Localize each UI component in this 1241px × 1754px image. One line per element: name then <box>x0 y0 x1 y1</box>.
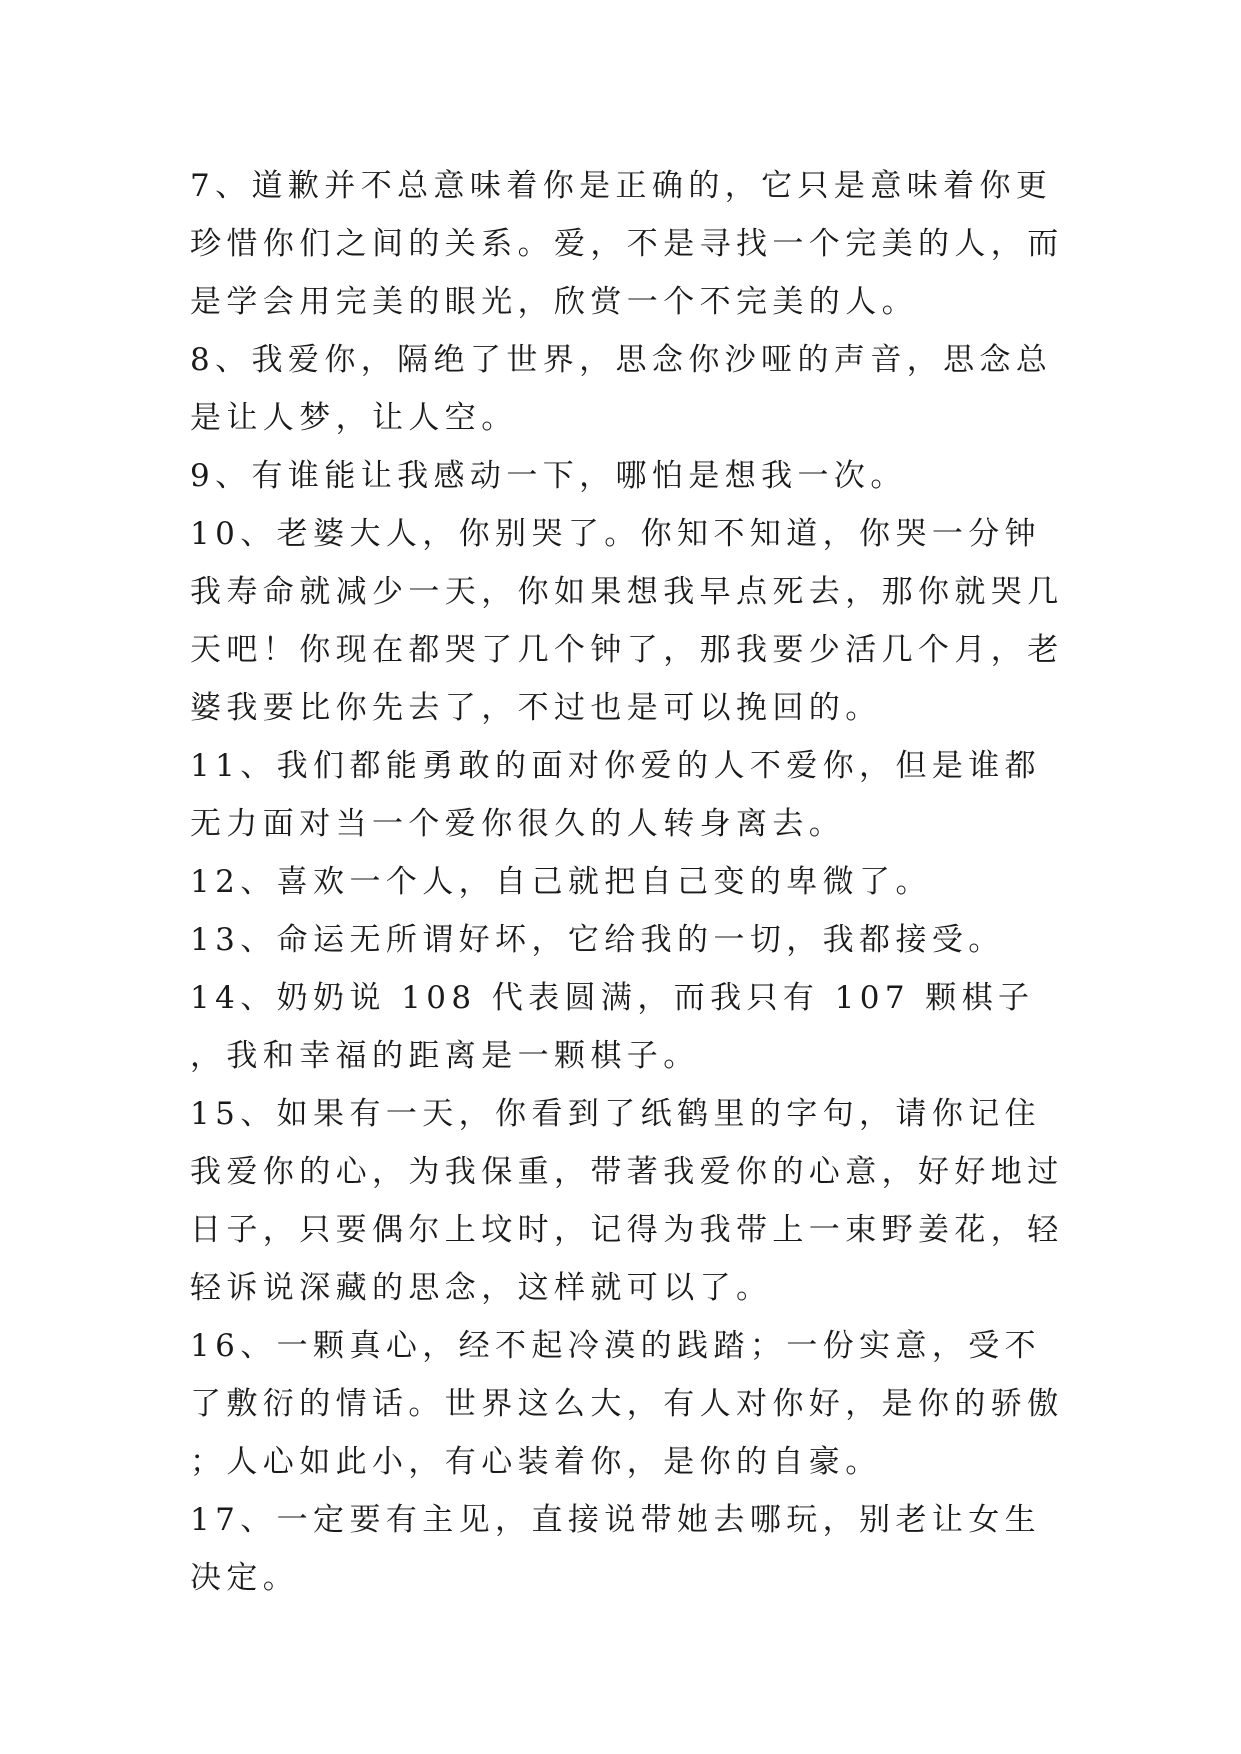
paragraph-10: 10、老婆大人，你别哭了。你知不知道，你哭一分钟我寿命就减少一天，你如果想我早点死去，那你就哭几天吧！你现在都哭了几个钟了，那我要少活几个月，老婆我要比你先去了，不过也是可以挽回的。 <box>190 516 1064 726</box>
paragraph-14: 14、奶奶说 108 代表圆满，而我只有 107 颗棋子，我和幸福的距离是一颗棋子。 <box>190 980 1035 1074</box>
paragraph-7: 7、道歉并不总意味着你是正确的，它只是意味着你更珍惜你们之间的关系。爱，不是寻找一个完美的人，而是学会用完美的眼光，欣赏一个不完美的人。 <box>190 168 1064 320</box>
paragraph-15: 15、如果有一天，你看到了纸鹤里的字句，请你记住我爱你的心，为我保重，带著我爱你的心意，好好地过日子，只要偶尔上坟时，记得为我带上一束野姜花，轻轻诉说深藏的思念，这样就可以了。 <box>190 1096 1064 1306</box>
paragraph-12: 12、喜欢一个人，自己就把自己变的卑微了。 <box>190 864 932 900</box>
document-body <box>190 157 1070 1607</box>
paragraph-16: 16、一颗真心，经不起冷漠的践踏；一份实意，受不了敷衍的情话。世界这么大，有人对你好，是你的骄傲；人心如此小，有心装着你，是你的自豪。 <box>190 1328 1064 1480</box>
paragraph-9: 9、有谁能让我感动一下，哪怕是想我一次。 <box>190 458 907 494</box>
paragraph-11: 11、我们都能勇敢的面对你爱的人不爱你，但是谁都无力面对当一个爱你很久的人转身离去。 <box>190 748 1042 842</box>
paragraph-17: 17、一定要有主见，直接说带她去哪玩，别老让女生决定。 <box>190 1502 1042 1596</box>
paragraph-8: 8、我爱你，隔绝了世界，思念你沙哑的声音，思念总是让人梦，让人空。 <box>190 342 1053 436</box>
paragraph-13: 13、命运无所谓好坏，它给我的一切，我都接受。 <box>190 922 1005 958</box>
